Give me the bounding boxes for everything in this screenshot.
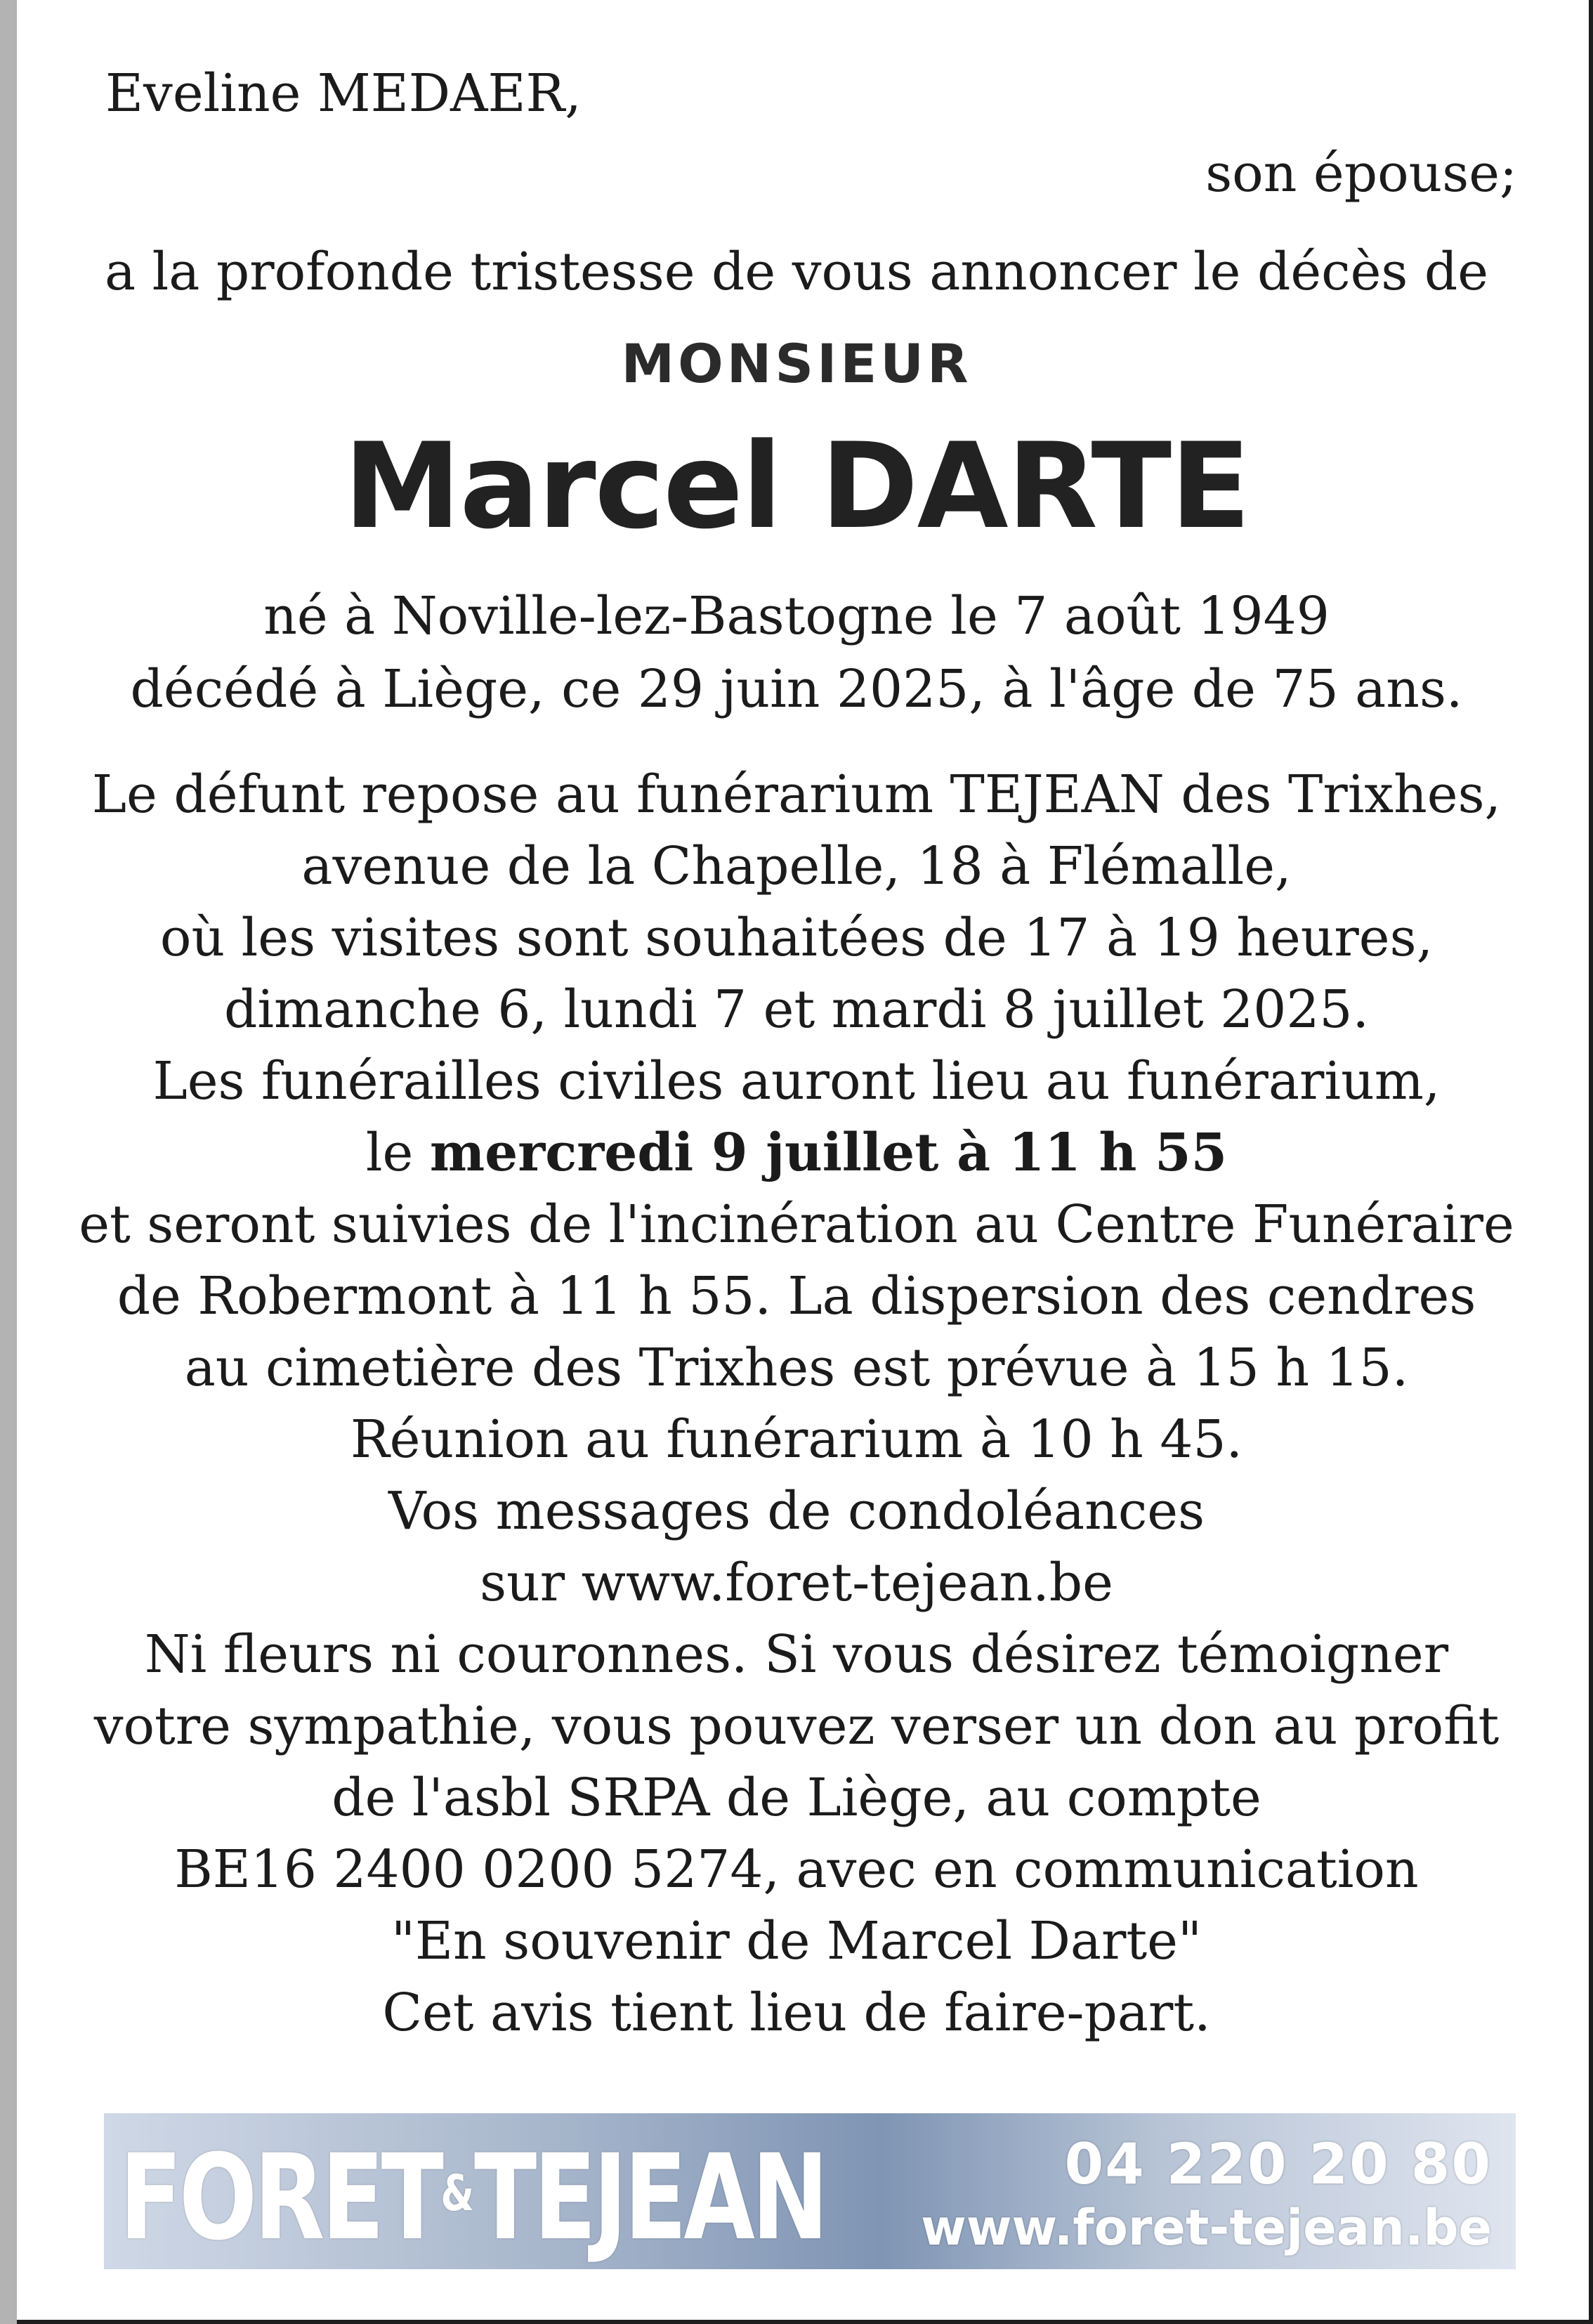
death-line: décédé à Liège, ce 29 juin 2025, à l'âge de 75 ans. bbox=[130, 659, 1463, 719]
logo-right: TEJEAN bbox=[473, 2129, 826, 2266]
body-line: de l'asbl SRPA de Liège, au compte bbox=[332, 1768, 1261, 1828]
body-line: Cet avis tient lieu de faire-part. bbox=[382, 1983, 1211, 2043]
body-line: BE16 2400 0200 5274, avec en communication bbox=[174, 1839, 1419, 1900]
body-line: Réunion au funérarium à 10 h 45. bbox=[350, 1409, 1243, 1470]
funeral-home-banner bbox=[104, 2113, 1516, 2269]
body-line: de Robermont à 11 h 55. La dispersion des cendres bbox=[117, 1266, 1476, 1326]
ceremony-datetime: mercredi 9 juillet à 11 h 55 bbox=[429, 1123, 1228, 1183]
funeral-home-logo bbox=[119, 2129, 826, 2266]
logo-ampersand: & bbox=[440, 2165, 474, 2222]
deceased-name: Marcel DARTE bbox=[343, 417, 1250, 555]
ceremony-line bbox=[0, 1123, 1593, 1183]
body-line: Les funérailles civiles auront lieu au funérarium, bbox=[152, 1051, 1441, 1111]
body-line: Vos messages de condoléances bbox=[388, 1481, 1205, 1541]
honorific: MONSIEUR bbox=[621, 332, 972, 395]
body-line: dimanche 6, lundi 7 et mardi 8 juillet 2025. bbox=[223, 979, 1370, 1040]
body-line: Le défunt repose au funérarium TEJEAN des Trixhes, bbox=[91, 764, 1502, 825]
banner-phone: 04 220 20 80 bbox=[1064, 2132, 1492, 2197]
body-line: où les visites sont souhaitées de 17 à 19 heures, bbox=[159, 908, 1434, 968]
body-line: votre sympathie, vous pouvez verser un don au profit bbox=[93, 1696, 1500, 1756]
body-line: avenue de la Chapelle, 18 à Flémalle, bbox=[301, 836, 1292, 896]
ceremony-prefix: le bbox=[365, 1123, 430, 1183]
body-line: et seront suivies de l'incinération au Centre Funéraire bbox=[79, 1194, 1514, 1255]
intro-relation: son épouse; bbox=[1205, 143, 1517, 204]
body-line: Ni fleurs ni couronnes. Si vous désirez témoigner bbox=[144, 1624, 1449, 1685]
body-line: "En souvenir de Marcel Darte" bbox=[391, 1911, 1202, 1971]
body-line: au cimetière des Trixhes est prévue à 15 h 15. bbox=[184, 1338, 1409, 1398]
banner-website: www.foret-tejean.be bbox=[921, 2199, 1492, 2257]
announcement-text: a la profonde tristesse de vous annoncer le décès de bbox=[104, 242, 1489, 302]
bottom-border bbox=[17, 2320, 1593, 2324]
intro-name: Eveline MEDAER, bbox=[105, 63, 582, 124]
body-line: sur www.foret-tejean.be bbox=[480, 1553, 1113, 1613]
birth-line: né à Noville-lez-Bastogne le 7 août 1949 bbox=[263, 586, 1330, 646]
logo-left: FORET bbox=[119, 2129, 441, 2266]
